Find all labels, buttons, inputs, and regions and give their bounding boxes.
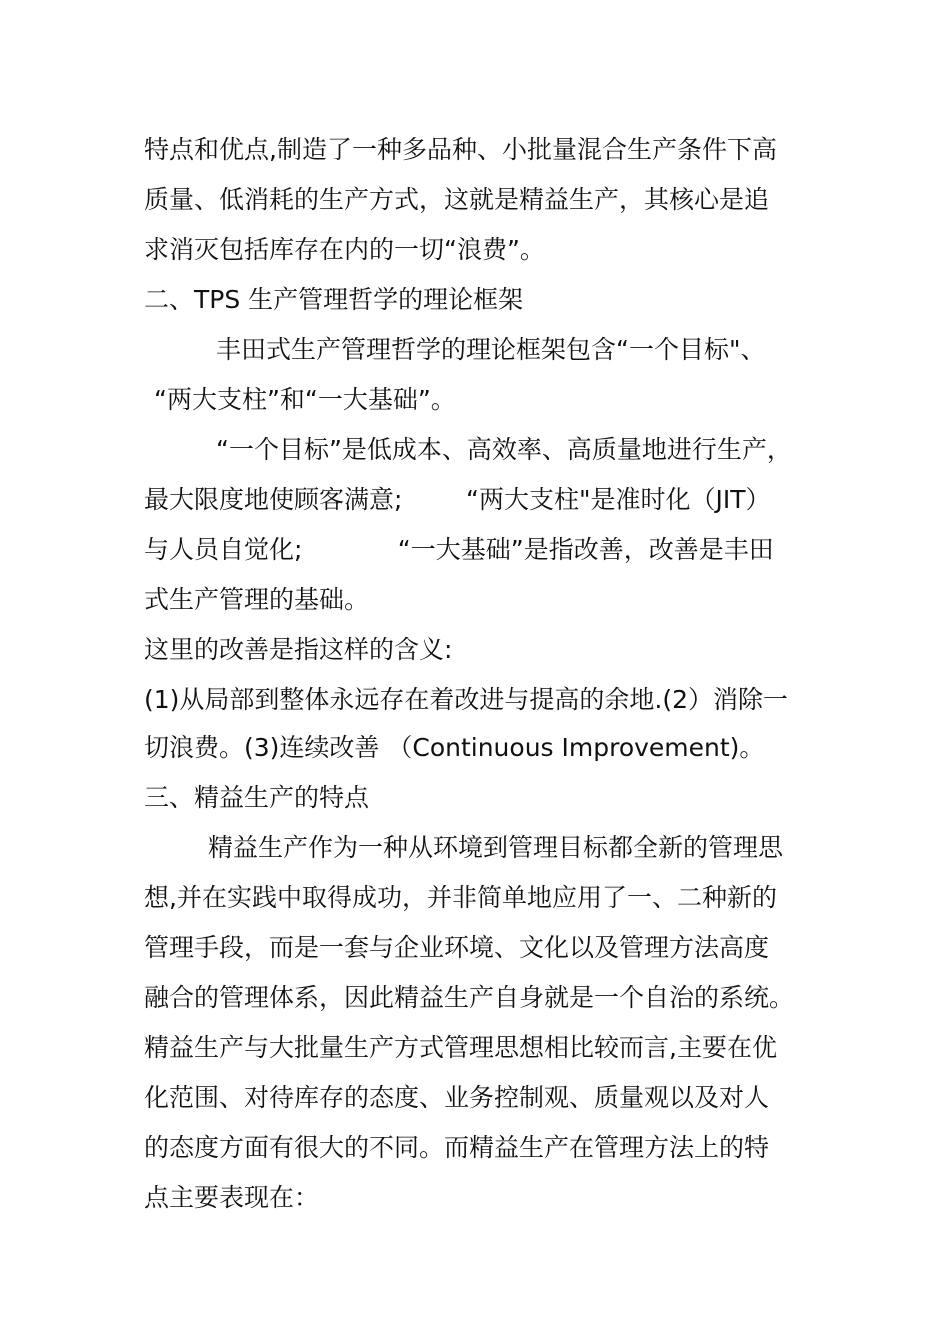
text-line: 切浪费。(3)连续改善 （Continuous Improvement)。: [144, 733, 765, 762]
text-line: 精益生产作为一种从环境到管理目标都全新的管理思: [208, 833, 784, 862]
text-line: 点主要表现在：: [144, 1183, 320, 1212]
text-line: 的态度方面有很大的不同。而精益生产在管理方法上的特: [144, 1133, 770, 1162]
text-line: 最大限度地使顾客满意; “两大支柱"是准时化（JIT）: [144, 485, 771, 514]
text-line: 与人员自觉化; “一大基础”是指改善，改善是丰田: [144, 535, 774, 564]
text-line: 化范围、对待库存的态度、业务控制观、质量观以及对人: [144, 1083, 770, 1112]
text-line: 管理手段，而是一套与企业环境、文化以及管理方法高度: [144, 933, 770, 962]
text-line: “一个目标”是低成本、高效率、高质量地进行生产，: [216, 435, 792, 464]
text-line: 质量、低消耗的生产方式，这就是精益生产，其核心是追: [144, 185, 770, 214]
section-heading: 二、TPS 生产管理哲学的理论框架: [144, 285, 524, 314]
section-heading: 三、精益生产的特点: [144, 783, 370, 812]
text-line: 想,并在实践中取得成功，并非简单地应用了一、二种新的: [144, 883, 777, 912]
text-line: 这里的改善是指这样的含义:: [144, 635, 453, 664]
text-line: “两大支柱”和“一大基础”。: [154, 385, 456, 414]
text-line: 式生产管理的基础。: [144, 585, 370, 614]
text-line: 丰田式生产管理哲学的理论框架包含“一个目标"、: [216, 335, 766, 364]
text-line: (1)从局部到整体永远存在着改进与提高的余地.(2）消除一: [144, 685, 789, 714]
text-line: 特点和优点,制造了一种多品种、小批量混合生产条件下高: [144, 135, 777, 164]
text-line: 融合的管理体系，因此精益生产自身就是一个自治的系统。: [144, 983, 795, 1012]
text-line: 求消灭包括库存在内的一切“浪费”。: [144, 235, 545, 264]
text-line: 精益生产与大批量生产方式管理思想相比较而言,主要在优: [144, 1033, 777, 1062]
